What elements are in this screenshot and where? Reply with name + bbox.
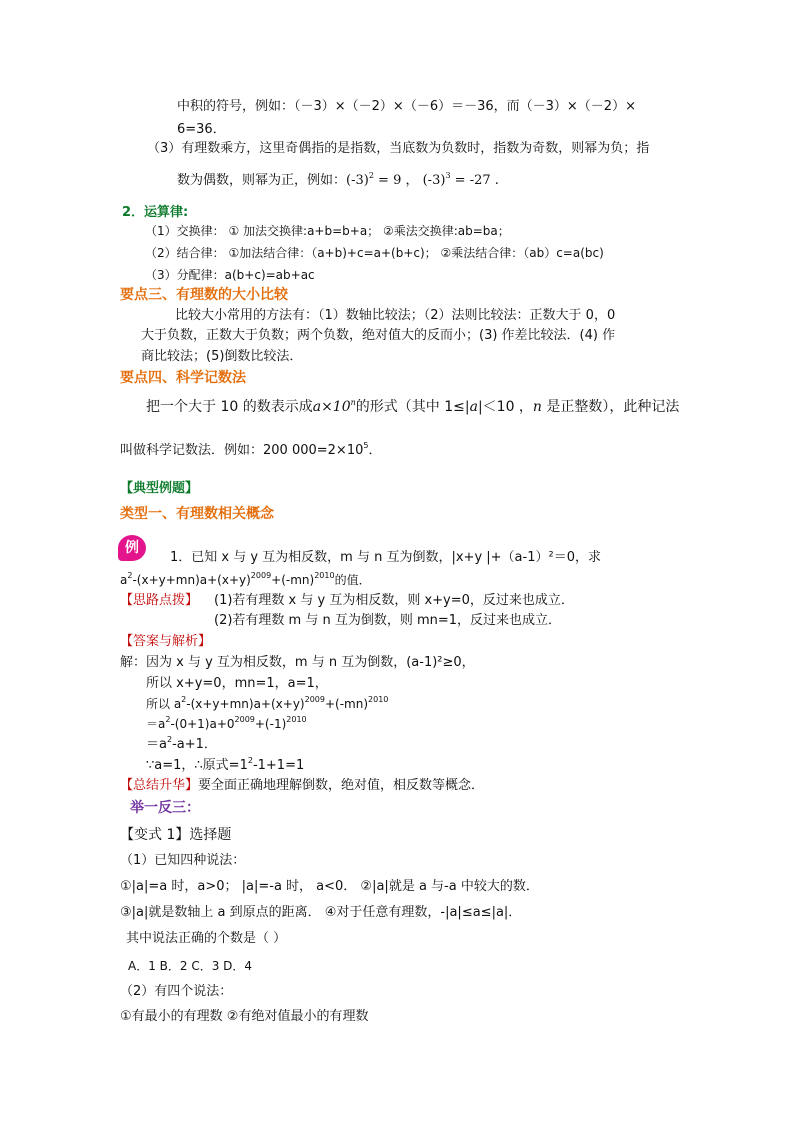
math-exponent: 2: [181, 695, 187, 704]
question-line: 1．已知 x 与 y 互为相反数，m 与 n 互为倒数，|x+y |+（a-1）²＝0，求: [170, 550, 601, 565]
text-line: （1）已知四种说法：: [120, 853, 246, 868]
solution-line: [146, 715, 307, 733]
math-part: = -27 .: [450, 173, 499, 188]
math-part: a: [120, 573, 128, 587]
text-fragment: 把一个大于 10 的数表示成: [146, 399, 313, 415]
solution-line: 解：因为 x 与 y 互为相反数，m 与 n 互为倒数，(a-1)²≥0，: [120, 655, 475, 670]
text-line: [146, 398, 679, 416]
math-exponent: 2: [247, 756, 253, 765]
text-line: [120, 442, 381, 460]
section-heading: 2．运算律:: [122, 205, 189, 220]
text-line: （3）有理数乘方，这里奇偶指的是指数，当底数为负数时，指数为奇数，则幂为负；指: [147, 141, 650, 156]
math-exponent: 3: [445, 171, 451, 180]
text-fragment: 的形式（其中 1≤: [355, 399, 465, 415]
text-line: ①|a|=a 时，a>0； |a|=-a 时， a<0． ②|a|就是 a 与-a 中较大的数．: [120, 879, 539, 894]
math-exponent: 5: [363, 441, 369, 450]
summary-text: 要全面正确地理解倒数，绝对值，相反数等概念．: [198, 778, 485, 793]
math-exponent: 2010: [286, 715, 307, 724]
text-line: （2）有四个说法：: [120, 984, 233, 999]
section-heading: 【典型例题】: [120, 481, 199, 496]
solution-line: 所以 x+y=0，mn=1，a=1，: [146, 676, 328, 691]
hint-line: [120, 592, 198, 610]
math-part: +(-1): [254, 717, 287, 731]
math-exponent: 2009: [250, 571, 272, 580]
text-line: ①有最小的有理数 ②有绝对值最小的有理数: [120, 1009, 369, 1024]
text-fragment: ．: [368, 443, 382, 458]
text-line: [177, 172, 499, 190]
text-fragment: 叫做科学记数法．例如：200 000=2×10: [120, 443, 364, 458]
hint-line: (2)若有理数 m 与 n 互为倒数，则 mn=1，反过来也成立．: [214, 613, 562, 628]
math-exponent: 2: [165, 715, 171, 724]
math-exponent: 2010: [314, 571, 335, 580]
text-line: 中积的符号，例如：（－3）×（－2）×（－6）＝－36，而（－3）×（－2）×: [177, 99, 636, 114]
variant-title: [120, 826, 231, 844]
math-exponent: 2: [166, 735, 173, 744]
variant-text: 选择题: [189, 827, 232, 843]
text-line: （3）分配律：a(b+c)=ab+ac: [145, 268, 315, 282]
math-abs: |a|: [464, 399, 483, 415]
math-variable: n: [532, 399, 542, 415]
section-heading: 要点三、有理数的大小比较: [120, 287, 288, 303]
hint-line: (1)若有理数 x 与 y 互为相反数，则 x+y=0，反过来也成立．: [214, 593, 574, 608]
math-base: (-3): [346, 173, 369, 188]
math-part: -1+1=1: [252, 758, 305, 773]
text-line: ③|a|就是数轴上 a 到原点的距离． ④对于任意有理数，-|a|≤a≤|a|．: [120, 905, 522, 920]
text-line: 其中说法正确的个数是（ ）: [126, 931, 287, 946]
section-heading: 要点四、科学记数法: [120, 370, 246, 386]
text-line: 比较大小常用的方法有：（1）数轴比较法；（2）法则比较法：正数大于 0，0: [175, 308, 616, 323]
options-line: A．1 B．2 C．3 D．4: [128, 959, 253, 973]
math-part: ＝a: [146, 717, 166, 731]
text-line: 大于负数，正数大于负数；两个负数，绝对值大的反而小；(3) 作差比较法．(4) 作: [141, 328, 616, 343]
math-part: ＝a: [146, 737, 167, 752]
variant-label: 【变式 1】: [120, 827, 190, 843]
math-part: -(0+1)a+0: [170, 717, 235, 731]
text-fragment: 是正整数），此种记法: [541, 399, 680, 415]
solution-line: [146, 736, 217, 754]
math-part: +(-mn): [324, 697, 369, 711]
math-part: -(x+y+mn)a+(x+y): [186, 697, 305, 711]
text-fragment: 数为偶数，则幂为正，例如：: [177, 173, 347, 188]
solution-line: [146, 695, 388, 713]
math-part: ∵a=1，∴原式=1: [146, 758, 248, 773]
math-exponent: n: [350, 398, 356, 407]
text-line: （2）结合律： ①加法结合律：（a+b)+c=a+(b+c)； ②乘法结合律：（ab）c=a(bc): [145, 246, 604, 260]
math-exponent: 2: [127, 571, 133, 580]
math-part: -(x+y+mn)a+(x+y): [132, 573, 251, 587]
math-part: = 9 ， (-3): [373, 173, 446, 188]
math-base: a×10: [312, 399, 351, 415]
math-exponent: 2009: [234, 715, 255, 724]
math-part: -a+1．: [172, 737, 217, 752]
text-line: （1）交换律： ① 加法交换律:a+b=b+a； ②乘法交换律:ab=ba；: [145, 224, 510, 238]
answer-label: 【答案与解析】: [120, 634, 212, 649]
math-part: +(-mn): [271, 573, 315, 587]
section-heading: 类型一、有理数相关概念: [120, 506, 274, 522]
hint-label: 【思路点拨】: [120, 593, 199, 608]
solution-line: [146, 757, 304, 775]
question-line: [120, 571, 371, 589]
math-expression: [346, 173, 499, 188]
summary-line: [120, 777, 484, 795]
math-exponent: 2010: [368, 695, 389, 704]
text-fragment: 的值．: [334, 573, 371, 587]
math-exponent: 2009: [304, 695, 325, 704]
summary-label: 【总结升华】: [120, 778, 199, 793]
math-exponent: 2: [368, 171, 374, 180]
text-line: 6=36．: [177, 122, 226, 137]
example-badge: 例: [118, 535, 146, 561]
math-part: 所以 a: [146, 697, 182, 711]
text-line: 商比较法；(5)倒数比较法．: [141, 349, 303, 364]
text-fragment: ＜10 ，: [482, 399, 533, 415]
practice-heading: 举一反三：: [130, 800, 200, 816]
